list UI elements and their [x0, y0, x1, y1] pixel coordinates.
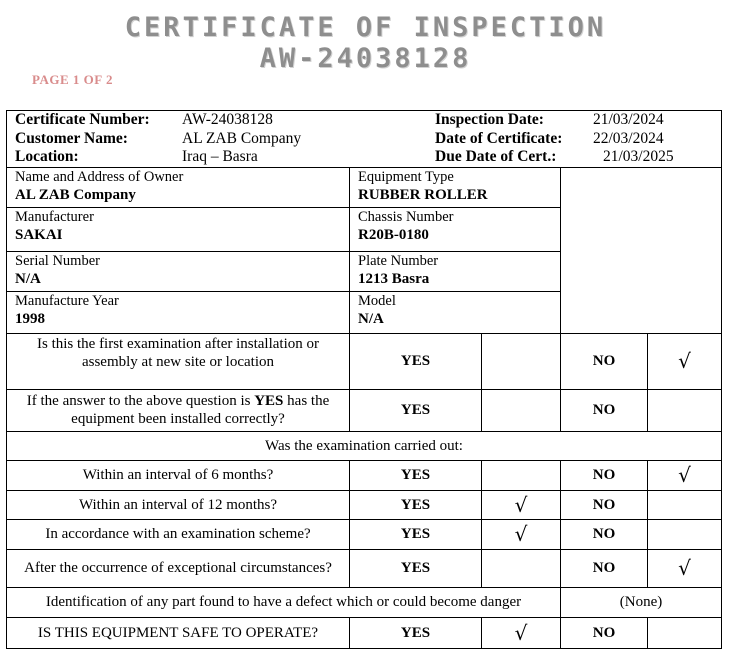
- inspection-date-value: 21/03/2024: [593, 111, 664, 128]
- yes-label: YES: [350, 549, 482, 587]
- yes-label: YES: [350, 389, 482, 431]
- no-label: NO: [561, 617, 648, 648]
- question-text: If the answer to the above question is YES has the equipment been installed correctly?: [7, 389, 350, 431]
- customer-name-value: AL ZAB Company: [182, 129, 302, 147]
- equipment-type-value: RUBBER ROLLER: [358, 186, 488, 203]
- certificate-date-value: 22/03/2024: [593, 129, 664, 147]
- manufacturer-value: SAKAI: [15, 226, 63, 243]
- no-label: NO: [561, 490, 648, 519]
- yes-check-cell: √: [482, 490, 561, 519]
- question-row: [7, 460, 722, 490]
- no-label: NO: [561, 549, 648, 587]
- yes-label: YES: [350, 617, 482, 648]
- owner-cell: Name and Address of Owner AL ZAB Company: [7, 167, 350, 207]
- no-check-cell: [648, 519, 722, 549]
- yes-check-cell: [482, 549, 561, 587]
- no-check-cell: √: [648, 333, 722, 389]
- defect-row: [7, 587, 722, 617]
- equipment-type-cell: Equipment Type RUBBER ROLLER: [350, 167, 561, 207]
- question-row: [7, 519, 722, 549]
- yes-label: YES: [350, 490, 482, 519]
- due-date-label: Due Date of Cert.:: [435, 148, 557, 165]
- yes-label: YES: [350, 460, 482, 490]
- chassis-number-value: R20B-0180: [358, 226, 429, 243]
- serial-number-cell: Serial Number N/A: [7, 251, 350, 291]
- question-text: In accordance with an examination scheme?: [7, 519, 350, 549]
- certificate-title: CERTIFICATE OF INSPECTION: [124, 12, 607, 43]
- serial-number-value: N/A: [15, 270, 41, 287]
- manufacturer-cell: Manufacturer SAKAI: [7, 207, 350, 251]
- question-row: [7, 333, 722, 389]
- yes-check-cell: √: [482, 519, 561, 549]
- plate-number-cell: Plate Number 1213 Basra: [350, 251, 561, 291]
- question-row: [7, 549, 722, 587]
- location-label: Location:: [15, 148, 79, 165]
- customer-name-label: Customer Name:: [15, 129, 128, 147]
- yes-label: YES: [350, 519, 482, 549]
- certificate-number-value: AW-24038128: [182, 111, 273, 128]
- no-check-cell: √: [648, 549, 722, 587]
- yes-check-cell: [482, 389, 561, 431]
- question-text: Within an interval of 12 months?: [7, 490, 350, 519]
- header-row: [7, 111, 722, 168]
- inspection-date-label: Inspection Date:: [435, 111, 544, 128]
- question-text: Is this the first examination after installation or assembly at new site or location: [7, 333, 350, 389]
- certificate-date-label: Date of Certificate:: [435, 129, 563, 147]
- owner-value: AL ZAB Company: [15, 186, 136, 203]
- certificate-header: [7, 111, 722, 168]
- model-cell: Model N/A: [350, 291, 561, 333]
- chassis-number-cell: Chassis Number R20B-0180: [350, 207, 561, 251]
- manufacture-year-cell: Manufacture Year 1998: [7, 291, 350, 333]
- yes-check-cell: √: [482, 617, 561, 648]
- inspection-table: [6, 110, 722, 649]
- no-label: NO: [561, 389, 648, 431]
- certificate-number-label: Certificate Number:: [15, 111, 150, 128]
- no-label: NO: [561, 460, 648, 490]
- yes-label: YES: [350, 333, 482, 389]
- due-date-value: 21/03/2025: [603, 148, 674, 165]
- no-check-cell: [648, 617, 722, 648]
- yes-check-cell: [482, 460, 561, 490]
- question-row: [7, 490, 722, 519]
- no-label: NO: [561, 333, 648, 389]
- examination-heading: Was the examination carried out:: [7, 431, 722, 460]
- plate-number-value: 1213 Basra: [358, 270, 430, 287]
- defect-question: Identification of any part found to have a defect which or could become danger: [7, 587, 561, 617]
- question-text: Within an interval of 6 months?: [7, 460, 350, 490]
- no-label: NO: [561, 519, 648, 549]
- page-indicator: PAGE 1 OF 2: [32, 72, 113, 87]
- no-check-cell: [648, 389, 722, 431]
- yes-check-cell: [482, 333, 561, 389]
- question-text: After the occurrence of exceptional circumstances?: [7, 549, 350, 587]
- defect-value: (None): [561, 587, 722, 617]
- no-check-cell: √: [648, 460, 722, 490]
- model-value: N/A: [358, 310, 384, 327]
- question-row: [7, 389, 722, 431]
- certificate-number-title: AW-24038128: [259, 43, 472, 74]
- blank-cell: [561, 167, 722, 333]
- safe-row: [7, 617, 722, 648]
- manufacture-year-value: 1998: [15, 310, 45, 327]
- safe-question: IS THIS EQUIPMENT SAFE TO OPERATE?: [7, 617, 350, 648]
- no-check-cell: [648, 490, 722, 519]
- location-value: Iraq – Basra: [182, 148, 258, 165]
